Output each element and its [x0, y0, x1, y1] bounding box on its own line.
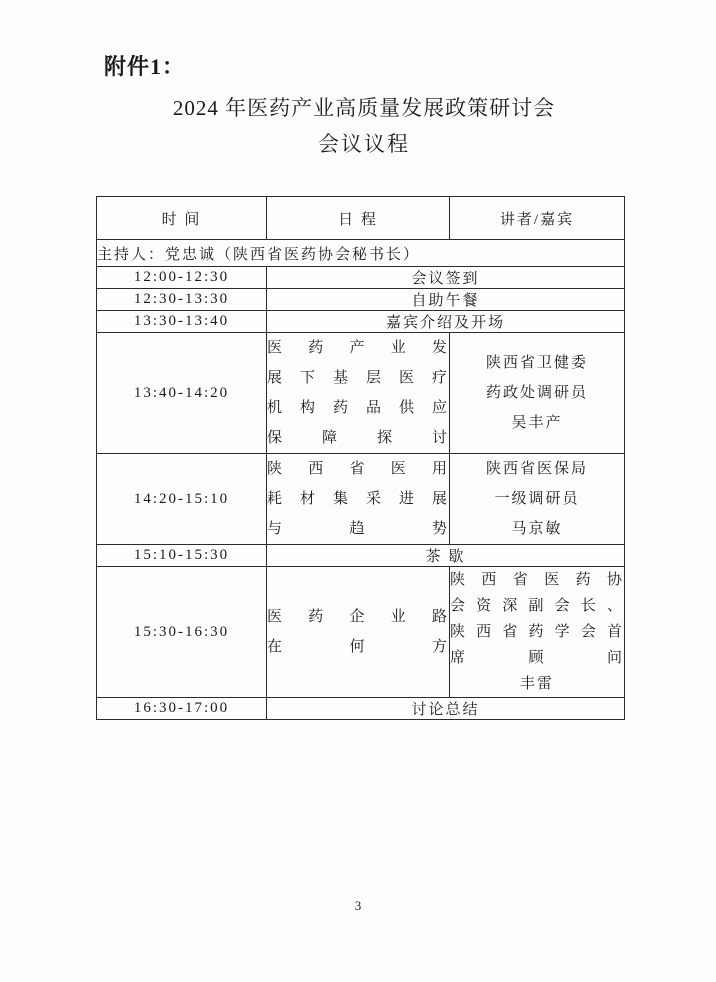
- table-row-host: [97, 240, 625, 267]
- cell-schedule: 自助午餐: [267, 289, 625, 311]
- speaker-line: 陕西省药学会首: [450, 624, 624, 640]
- schedule-line: 医药企业路: [267, 609, 449, 625]
- speaker-line: 药政处调研员: [485, 385, 588, 401]
- attachment-label: 附件1：: [104, 54, 186, 79]
- page-subtitle: 会议议程: [318, 132, 410, 156]
- speaker-line: 会资深副会长、: [450, 598, 624, 614]
- cell-time: 13:40-14:20: [97, 333, 267, 454]
- cell-schedule: 嘉宾介绍及开场: [267, 311, 625, 333]
- cell-time: 16:30-17:00: [97, 698, 267, 720]
- speaker-line: 吴丰产: [511, 415, 563, 431]
- host-cell: 主持人：党忠诚（陕西省医药协会秘书长）: [97, 240, 625, 267]
- schedule-line: 耗材集采进展: [267, 491, 449, 507]
- schedule-line: 医药产业发: [267, 340, 449, 356]
- cell-schedule: 会议签到: [267, 267, 625, 289]
- page-title: 2024 年医药产业高质量发展政策研讨会: [172, 96, 556, 120]
- schedule-line: 在何方: [267, 639, 449, 655]
- cell-time: 14:20-15:10: [97, 454, 267, 545]
- schedule-line: 保障探讨: [267, 430, 449, 446]
- cell-speaker: [450, 567, 625, 698]
- cell-schedule: 茶 歇: [267, 545, 625, 567]
- cell-schedule: [267, 333, 450, 454]
- cell-time: 12:00-12:30: [97, 267, 267, 289]
- cell-time: 13:30-13:40: [97, 311, 267, 333]
- speaker-line: 一级调研员: [494, 491, 580, 507]
- speaker-line: 陕西省卫健委: [485, 355, 588, 371]
- table-row: [97, 311, 625, 333]
- speaker-line: 陕西省医保局: [485, 461, 588, 477]
- agenda-table: [96, 196, 625, 720]
- table-row: [97, 289, 625, 311]
- page-number: 3: [354, 898, 362, 913]
- table-row: [97, 567, 625, 698]
- speaker-line: 马京敏: [511, 521, 563, 537]
- cell-schedule: [267, 454, 450, 545]
- table-row: [97, 545, 625, 567]
- cell-schedule: [267, 567, 450, 698]
- speaker-line: 陕西省医药协: [450, 572, 624, 588]
- cell-speaker: [450, 454, 625, 545]
- table-row: [97, 454, 625, 545]
- table-row: [97, 698, 625, 720]
- cell-time: 12:30-13:30: [97, 289, 267, 311]
- column-header-speaker: 讲者/嘉宾: [450, 197, 625, 240]
- cell-time: 15:10-15:30: [97, 545, 267, 567]
- speaker-line: 席顾问: [450, 650, 624, 666]
- table-row: [97, 267, 625, 289]
- schedule-line: 与趋势: [267, 521, 449, 537]
- cell-time: 15:30-16:30: [97, 567, 267, 698]
- table-row: [97, 333, 625, 454]
- column-header-schedule: 日 程: [267, 197, 450, 240]
- cell-speaker: [450, 333, 625, 454]
- schedule-line: 陕西省医用: [267, 461, 449, 477]
- speaker-line: 丰雷: [519, 676, 554, 692]
- column-header-time: 时 间: [97, 197, 267, 240]
- table-header-row: [97, 197, 625, 240]
- schedule-line: 机构药品供应: [267, 400, 449, 416]
- schedule-line: 展下基层医疗: [267, 370, 449, 386]
- cell-schedule: 讨论总结: [267, 698, 625, 720]
